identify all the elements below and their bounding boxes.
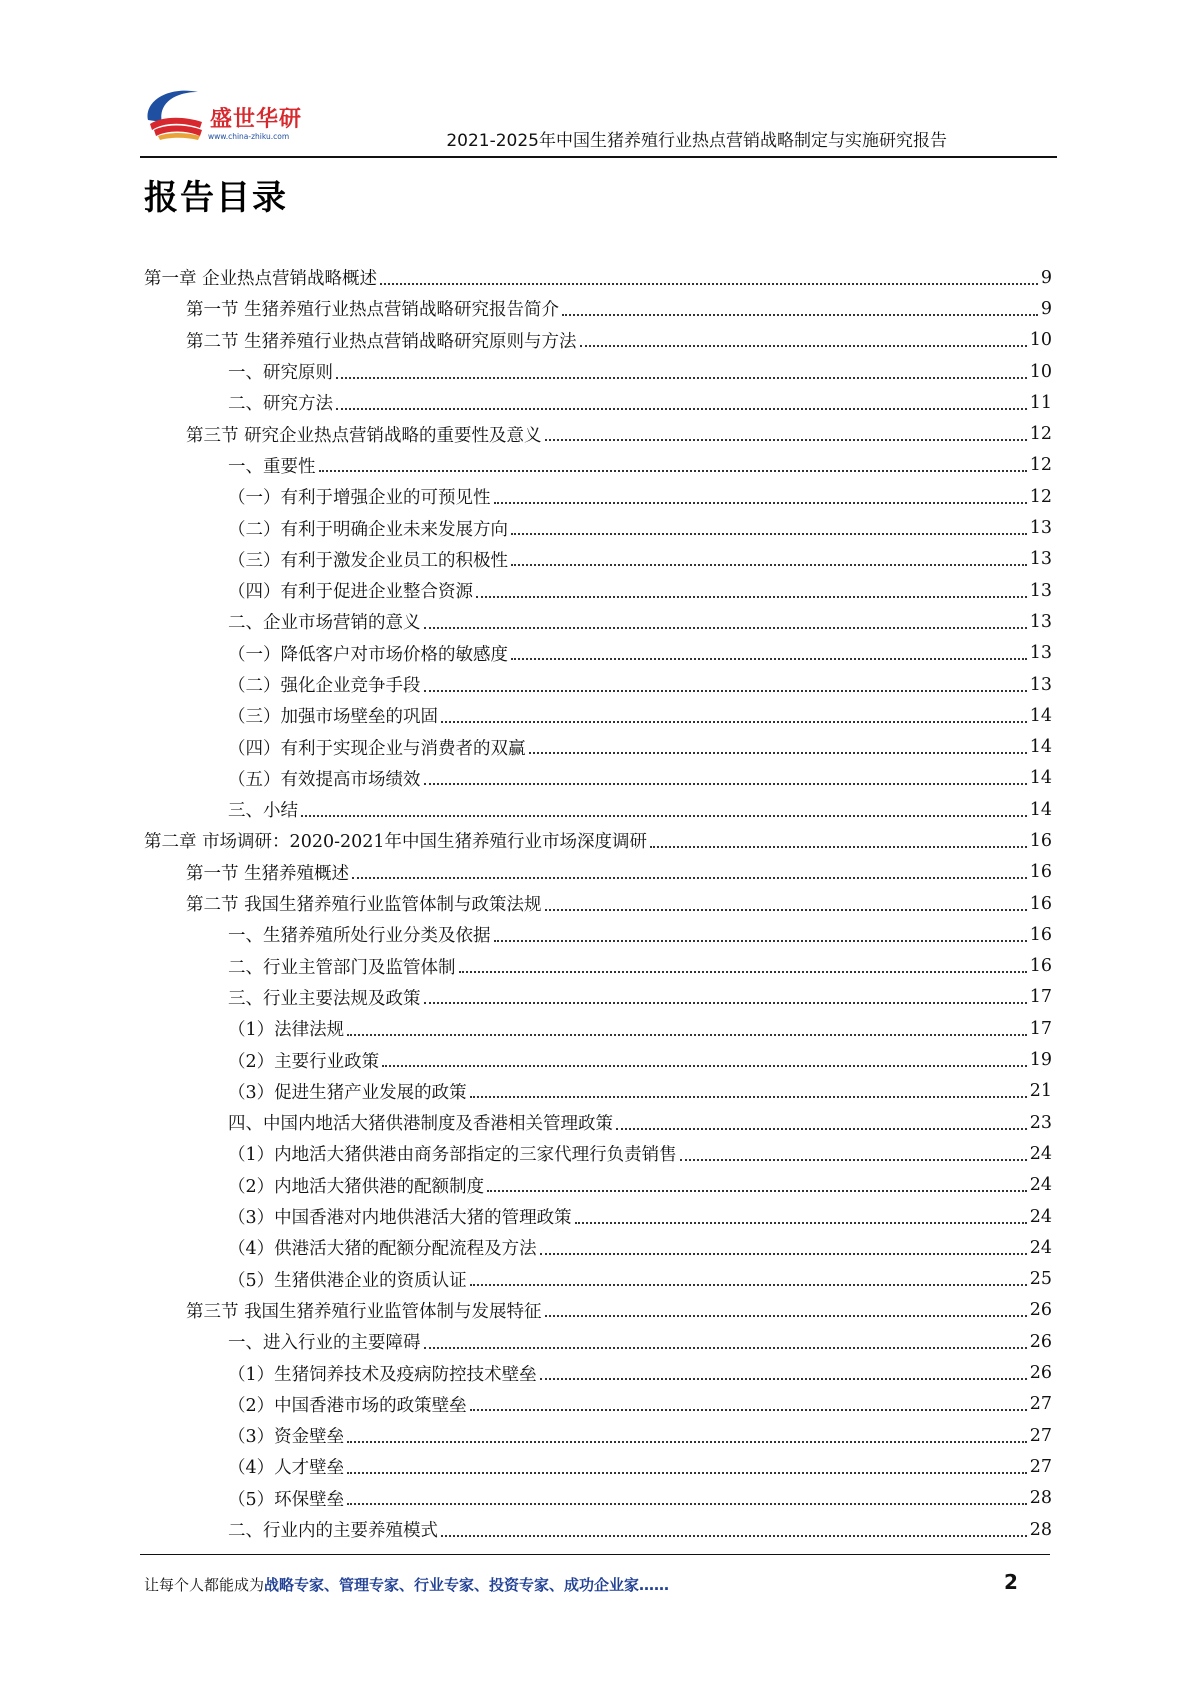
toc-dot-leader <box>470 1397 1027 1411</box>
toc-entry[interactable] <box>144 387 1052 418</box>
toc-entry-label: 第一章 企业热点营销战略概述 <box>144 269 378 290</box>
toc-dot-leader <box>545 427 1027 441</box>
toc-dot-leader <box>540 1241 1027 1255</box>
toc-dot-leader <box>352 865 1027 879</box>
toc-dot-leader <box>487 1178 1027 1192</box>
toc-dot-leader <box>424 1335 1027 1349</box>
table-of-contents <box>144 262 1052 1545</box>
toc-entry-page: 10 <box>1029 330 1052 351</box>
toc-entry[interactable] <box>144 512 1052 543</box>
toc-entry-label: 第一节 生猪养殖概述 <box>186 863 350 884</box>
toc-dot-leader <box>470 1084 1027 1098</box>
toc-dot-leader <box>459 959 1027 973</box>
toc-dot-leader <box>494 490 1027 504</box>
header-divider <box>140 156 1057 158</box>
toc-entry-label: （3）中国香港对内地供港活大猪的管理政策 <box>228 1208 572 1229</box>
toc-entry[interactable] <box>144 418 1052 449</box>
toc-entry-page: 13 <box>1029 518 1052 539</box>
toc-entry[interactable] <box>144 1514 1052 1545</box>
toc-entry-page: 16 <box>1029 830 1052 851</box>
toc-entry-label: （2）主要行业政策 <box>228 1051 380 1072</box>
toc-entry[interactable] <box>144 794 1052 825</box>
toc-dot-leader <box>511 521 1027 535</box>
toc-dot-leader <box>424 990 1027 1004</box>
toc-entry-page: 19 <box>1029 1050 1052 1071</box>
toc-entry-page: 13 <box>1029 643 1052 664</box>
toc-entry-page: 16 <box>1029 862 1052 883</box>
toc-entry-page: 27 <box>1029 1456 1052 1477</box>
toc-entry-label: （3）资金壁垒 <box>228 1427 345 1448</box>
toc-entry[interactable] <box>144 951 1052 982</box>
toc-entry-label: （四）有利于实现企业与消费者的双赢 <box>228 738 526 759</box>
toc-dot-leader <box>511 552 1027 566</box>
toc-dot-leader <box>424 678 1027 692</box>
toc-entry-label: 三、行业主要法规及政策 <box>228 988 421 1009</box>
toc-entry-page: 25 <box>1029 1269 1052 1290</box>
toc-entry[interactable] <box>144 1357 1052 1388</box>
toc-entry-page: 24 <box>1029 1206 1052 1227</box>
toc-entry[interactable] <box>144 606 1052 637</box>
toc-entry[interactable] <box>144 982 1052 1013</box>
toc-entry-page: 26 <box>1029 1300 1052 1321</box>
toc-entry-label: 一、进入行业的主要障碍 <box>228 1333 421 1354</box>
toc-entry[interactable] <box>144 1420 1052 1451</box>
toc-entry-label: （一）有利于增强企业的可预见性 <box>228 488 491 509</box>
toc-dot-leader <box>441 709 1027 723</box>
toc-entry-page: 13 <box>1029 674 1052 695</box>
toc-dot-leader <box>580 333 1027 347</box>
toc-entry-label: 一、重要性 <box>228 456 316 477</box>
toc-dot-leader <box>545 897 1027 911</box>
toc-dot-leader <box>616 1116 1027 1130</box>
toc-entry-page: 17 <box>1029 1018 1052 1039</box>
toc-entry-label: 二、企业市场营销的意义 <box>228 613 421 634</box>
toc-entry[interactable] <box>144 1076 1052 1107</box>
toc-entry[interactable] <box>144 919 1052 950</box>
slogan-prefix: 让每个人都能成为 <box>144 1576 265 1594</box>
toc-entry[interactable] <box>144 1295 1052 1326</box>
toc-entry-label: （4）人才壁垒 <box>228 1458 345 1479</box>
toc-dot-leader <box>511 646 1027 660</box>
toc-entry-label: （5）环保壁垒 <box>228 1489 345 1510</box>
toc-dot-leader <box>347 1429 1027 1443</box>
toc-entry[interactable] <box>144 669 1052 700</box>
toc-dot-leader <box>424 615 1027 629</box>
toc-dot-leader <box>540 1366 1027 1380</box>
toc-entry[interactable] <box>144 1389 1052 1420</box>
toc-entry-label: （2）内地活大猪供港的配额制度 <box>228 1176 485 1197</box>
toc-entry[interactable] <box>144 857 1052 888</box>
toc-dot-leader <box>441 1523 1027 1537</box>
toc-entry-page: 26 <box>1029 1331 1052 1352</box>
toc-entry-label: 第二节 生猪养殖行业热点营销战略研究原则与方法 <box>186 331 577 352</box>
toc-dot-leader <box>575 1210 1027 1224</box>
toc-entry-label: 一、生猪养殖所处行业分类及依据 <box>228 926 491 947</box>
toc-dot-leader <box>562 302 1038 316</box>
footer-slogan <box>144 1574 669 1595</box>
toc-entry-page: 10 <box>1029 361 1052 382</box>
toc-dot-leader <box>347 1460 1027 1474</box>
toc-entry-page: 16 <box>1029 924 1052 945</box>
toc-entry-page: 12 <box>1029 455 1052 476</box>
toc-entry-page: 9 <box>1040 267 1052 288</box>
toc-entry-label: 二、行业主管部门及监管体制 <box>228 957 456 978</box>
toc-entry-page: 24 <box>1029 1143 1052 1164</box>
toc-entry-label: （五）有效提高市场绩效 <box>228 769 421 790</box>
toc-entry-page: 23 <box>1029 1112 1052 1133</box>
toc-entry[interactable] <box>144 700 1052 731</box>
toc-dot-leader <box>336 365 1027 379</box>
toc-entry-label: 第三节 研究企业热点营销战略的重要性及意义 <box>186 425 542 446</box>
toc-dot-leader <box>319 458 1027 472</box>
toc-entry-page: 28 <box>1029 1488 1052 1509</box>
toc-entry-label: （1）法律法规 <box>228 1020 345 1041</box>
toc-entry[interactable] <box>144 638 1052 669</box>
toc-dot-leader <box>476 584 1027 598</box>
toc-entry-label: （5）生猪供港企业的资质认证 <box>228 1270 467 1291</box>
toc-entry[interactable] <box>144 1107 1052 1138</box>
toc-entry-label: 三、小结 <box>228 801 298 822</box>
toc-entry-page: 27 <box>1029 1394 1052 1415</box>
toc-entry[interactable] <box>144 450 1052 481</box>
page-number: 2 <box>1004 1570 1018 1594</box>
toc-entry-page: 13 <box>1029 580 1052 601</box>
toc-entry[interactable] <box>144 544 1052 575</box>
toc-entry-label: 四、中国内地活大猪供港制度及香港相关管理政策 <box>228 1114 613 1135</box>
toc-entry-label: （2）中国香港市场的政策壁垒 <box>228 1395 467 1416</box>
toc-entry[interactable] <box>144 763 1052 794</box>
toc-entry-page: 13 <box>1029 549 1052 570</box>
toc-dot-leader <box>380 271 1038 285</box>
toc-entry-page: 14 <box>1029 768 1052 789</box>
toc-entry-page: 27 <box>1029 1425 1052 1446</box>
toc-dot-leader <box>424 771 1027 785</box>
toc-entry-page: 28 <box>1029 1519 1052 1540</box>
toc-entry-label: （二）强化企业竞争手段 <box>228 676 421 696</box>
toc-entry-label: （三）加强市场壁垒的巩固 <box>228 707 438 728</box>
toc-entry-label: 第三节 我国生猪养殖行业监管体制与发展特征 <box>186 1301 542 1322</box>
toc-entry[interactable] <box>144 825 1052 856</box>
toc-entry-page: 12 <box>1029 486 1052 507</box>
toc-dot-leader <box>529 740 1027 754</box>
toc-dot-leader <box>545 1303 1027 1317</box>
toc-entry[interactable] <box>144 325 1052 356</box>
toc-entry-label: 一、研究原则 <box>228 363 333 384</box>
toc-entry[interactable] <box>144 293 1052 324</box>
toc-entry-label: （三）有利于激发企业员工的积极性 <box>228 550 508 571</box>
slogan-highlight: 战略专家、管理专家、行业专家、投资专家、成功企业家…… <box>264 1576 670 1594</box>
toc-entry[interactable] <box>144 1013 1052 1044</box>
toc-entry[interactable] <box>144 575 1052 606</box>
toc-entry-label: （1）生猪饲养技术及疫病防控技术壁垒 <box>228 1364 537 1385</box>
toc-entry-page: 14 <box>1029 737 1052 758</box>
toc-entry-label: （1）内地活大猪供港由商务部指定的三家代理行负责销售 <box>228 1145 677 1166</box>
toc-dot-leader <box>347 1491 1027 1505</box>
toc-dot-leader <box>301 803 1027 817</box>
company-logo <box>140 82 310 144</box>
toc-entry-page: 9 <box>1040 298 1052 319</box>
logo-name: 盛世华研 <box>210 107 303 132</box>
toc-entry-label: （二）有利于明确企业未来发展方向 <box>228 519 508 540</box>
toc-entry-label: （四）有利于促进企业整合资源 <box>228 582 473 603</box>
toc-entry-label: （一）降低客户对市场价格的敏感度 <box>228 644 508 665</box>
toc-entry[interactable] <box>144 481 1052 512</box>
toc-dot-leader <box>494 928 1027 942</box>
toc-entry-page: 14 <box>1029 799 1052 820</box>
toc-entry-page: 14 <box>1029 705 1052 726</box>
toc-entry[interactable] <box>144 731 1052 762</box>
toc-entry-label: 第二节 我国生猪养殖行业监管体制与政策法规 <box>186 895 542 916</box>
toc-entry-label: 二、研究方法 <box>228 394 333 415</box>
toc-entry-page: 24 <box>1029 1175 1052 1196</box>
toc-entry[interactable] <box>144 1326 1052 1357</box>
toc-dot-leader <box>470 1272 1027 1286</box>
toc-dot-leader <box>680 1147 1027 1161</box>
toc-entry-label: （3）促进生猪产业发展的政策 <box>228 1082 467 1103</box>
toc-entry-page: 12 <box>1029 424 1052 445</box>
toc-entry[interactable] <box>144 888 1052 919</box>
toc-dot-leader <box>382 1053 1027 1067</box>
toc-entry[interactable] <box>144 1201 1052 1232</box>
toc-heading: 报告目录 <box>144 178 288 218</box>
logo-swoosh-icon <box>140 82 210 144</box>
toc-entry[interactable] <box>144 356 1052 387</box>
toc-entry-label: （4）供港活大猪的配额分配流程及方法 <box>228 1239 537 1260</box>
toc-entry-page: 16 <box>1029 893 1052 914</box>
toc-dot-leader <box>336 396 1027 410</box>
toc-entry[interactable] <box>144 262 1052 293</box>
toc-entry[interactable] <box>144 1483 1052 1514</box>
toc-entry-label: 第一节 生猪养殖行业热点营销战略研究报告简介 <box>186 300 560 321</box>
toc-entry-page: 11 <box>1029 392 1052 413</box>
toc-entry-label: 第二章 市场调研：2020-2021年中国生猪养殖行业市场深度调研 <box>144 832 648 853</box>
toc-entry-page: 17 <box>1029 987 1052 1008</box>
toc-entry-label: 二、行业内的主要养殖模式 <box>228 1521 438 1542</box>
toc-entry-page: 26 <box>1029 1363 1052 1384</box>
toc-entry[interactable] <box>144 1044 1052 1075</box>
toc-entry[interactable] <box>144 1170 1052 1201</box>
toc-entry-page: 24 <box>1029 1237 1052 1258</box>
toc-dot-leader <box>347 1022 1027 1036</box>
toc-entry[interactable] <box>144 1451 1052 1482</box>
logo-url: www.china-zhiku.com <box>208 132 290 141</box>
toc-entry[interactable] <box>144 1138 1052 1169</box>
report-header-title: 2021-2025年中国生猪养殖行业热点营销战略制定与实施研究报告 <box>446 131 947 151</box>
toc-entry[interactable] <box>144 1232 1052 1263</box>
toc-entry-page: 21 <box>1029 1081 1052 1102</box>
toc-entry-page: 13 <box>1029 611 1052 632</box>
toc-dot-leader <box>650 834 1027 848</box>
toc-entry[interactable] <box>144 1264 1052 1295</box>
toc-entry-page: 16 <box>1029 956 1052 977</box>
footer-divider <box>140 1554 1050 1555</box>
